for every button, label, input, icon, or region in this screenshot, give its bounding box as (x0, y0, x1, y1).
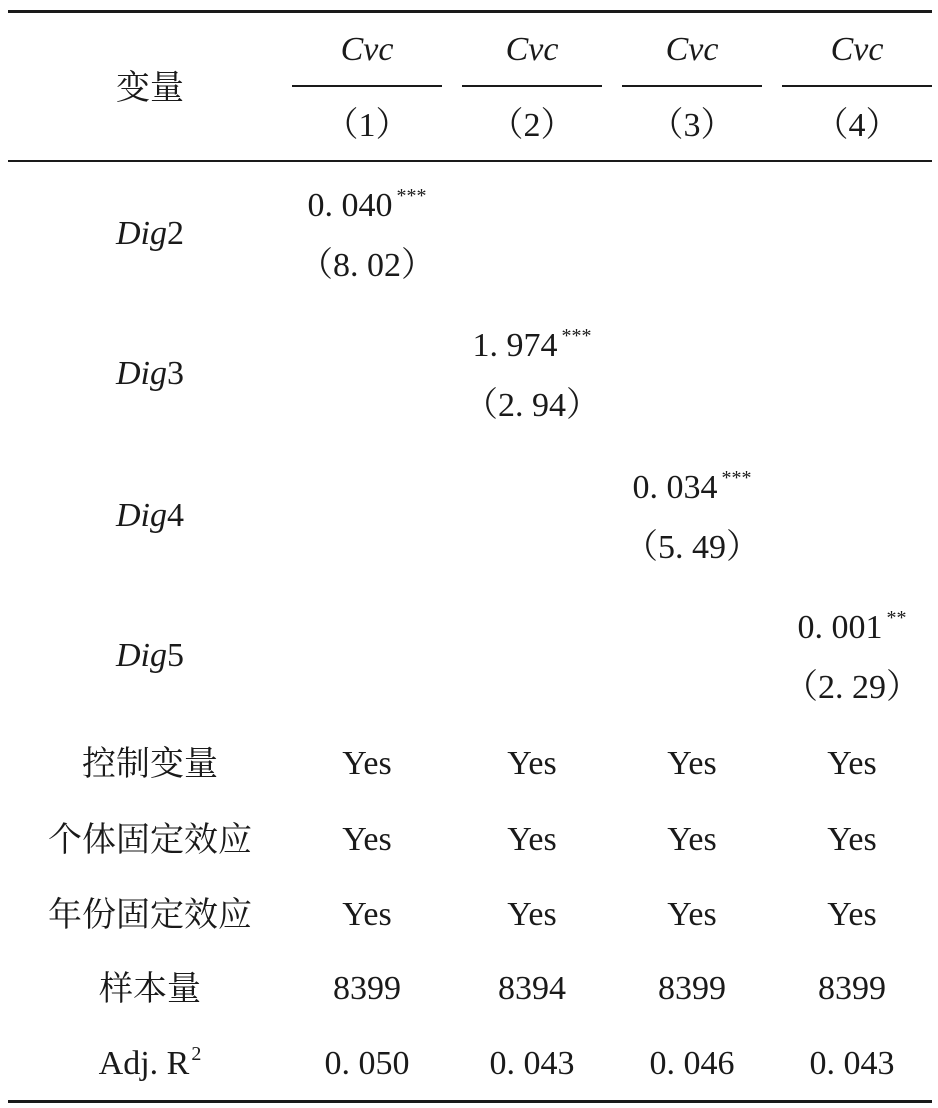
tstat-dig5: （2. 29） (784, 669, 920, 706)
row-var-dig2 (0, 214, 300, 254)
tstat-dig3: （2. 94） (464, 387, 600, 424)
year-fe-col3: Yes (667, 896, 717, 933)
coef-dig3 (452, 326, 612, 370)
var-name: Dig (116, 497, 167, 534)
col-num-1: （1） (324, 107, 410, 144)
row-label-adj-r2 (0, 1044, 300, 1088)
coef-value: 1. 974 (472, 327, 558, 364)
coef-dig4 (612, 468, 772, 512)
dep-var-col1: Cvc (340, 31, 394, 68)
var-name: Dig (116, 637, 167, 674)
col-num-3: （3） (649, 107, 735, 144)
adj-r2-superscript: 2 (191, 1043, 202, 1065)
n-obs-col1: 8399 (333, 970, 401, 1007)
col1-underline (292, 85, 442, 87)
coef-value: 0. 034 (632, 469, 718, 506)
adj-r2-col2: 0. 043 (489, 1045, 575, 1082)
bottom-rule (8, 1100, 932, 1103)
coef-value: 0. 001 (797, 609, 883, 646)
row-var-dig4 (0, 496, 300, 536)
dep-var-col3: Cvc (665, 31, 719, 68)
significance-stars: *** (396, 185, 427, 207)
significance-stars: *** (721, 467, 752, 489)
col-num-2: （2） (489, 107, 575, 144)
adj-r2-col4: 0. 043 (809, 1045, 895, 1082)
col3-underline (622, 85, 762, 87)
controls-col4: Yes (827, 745, 877, 782)
n-obs-col4: 8399 (818, 970, 886, 1007)
coef-value: 0. 040 (307, 187, 393, 224)
firm-fe-col4: Yes (827, 821, 877, 858)
var-suffix: 5 (167, 637, 184, 674)
coef-dig5 (772, 608, 932, 652)
var-name: Dig (116, 215, 167, 252)
top-rule (8, 10, 932, 13)
row-label-controls: 控制变量 (82, 744, 218, 784)
n-obs-col2: 8394 (498, 970, 566, 1007)
var-suffix: 3 (167, 355, 184, 392)
year-fe-col1: Yes (342, 896, 392, 933)
adj-r2-col3: 0. 046 (649, 1045, 735, 1082)
col-num-4: （4） (814, 107, 900, 144)
header-rule (8, 160, 932, 162)
tstat-dig4: （5. 49） (624, 529, 760, 566)
var-suffix: 4 (167, 497, 184, 534)
row-label-firm-fe: 个体固定效应 (48, 820, 252, 860)
controls-col3: Yes (667, 745, 717, 782)
var-name: Dig (116, 355, 167, 392)
controls-col1: Yes (342, 745, 392, 782)
n-obs-col3: 8399 (658, 970, 726, 1007)
firm-fe-col2: Yes (507, 821, 557, 858)
adj-r2-col1: 0. 050 (324, 1045, 410, 1082)
firm-fe-col3: Yes (667, 821, 717, 858)
row-label-n-obs: 样本量 (99, 969, 201, 1009)
row-var-dig3 (0, 354, 300, 394)
significance-stars: *** (561, 325, 592, 347)
significance-stars: ** (886, 607, 907, 629)
year-fe-col2: Yes (507, 896, 557, 933)
row-label-year-fe: 年份固定效应 (48, 895, 252, 935)
col2-underline (462, 85, 602, 87)
col4-underline (782, 85, 932, 87)
coef-dig2 (292, 186, 442, 230)
year-fe-col4: Yes (827, 896, 877, 933)
controls-col2: Yes (507, 745, 557, 782)
dep-var-col2: Cvc (505, 31, 559, 68)
tstat-dig2: （8. 02） (299, 247, 435, 284)
var-suffix: 2 (167, 215, 184, 252)
adj-r2-label: Adj. R (98, 1045, 190, 1082)
row-var-dig5 (0, 636, 300, 676)
stub-header: 变量 (116, 68, 184, 108)
dep-var-col4: Cvc (830, 31, 884, 68)
firm-fe-col1: Yes (342, 821, 392, 858)
